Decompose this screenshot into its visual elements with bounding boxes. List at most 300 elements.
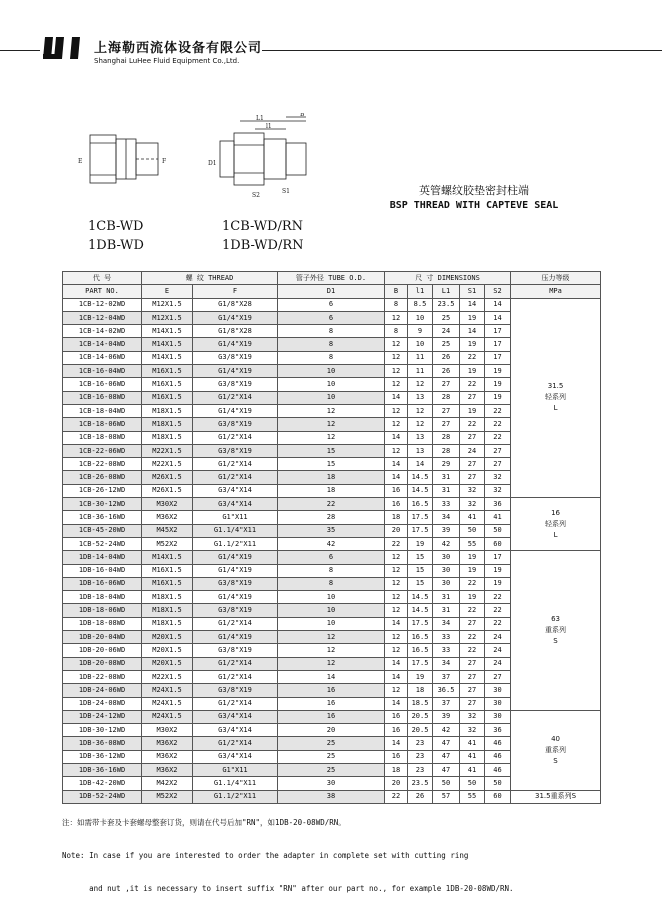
svg-text:E: E: [78, 158, 83, 165]
table-cell: M45X2: [142, 524, 193, 537]
table-cell: 19: [460, 564, 485, 577]
table-cell: 50: [485, 777, 511, 790]
note-en-line-2: and nut ,it is necessary to insert suffix "RN" after our part no., for example 1DB-20-08WD/RN.: [62, 884, 514, 893]
table-cell: 25: [278, 737, 385, 750]
table-cell: M18X1.5: [142, 591, 193, 604]
table-cell: 47: [433, 750, 460, 763]
table-cell: 32: [460, 498, 485, 511]
table-cell: G1/2"X14: [193, 697, 278, 710]
header-mpa: MPa: [511, 285, 601, 298]
table-cell: 46: [485, 737, 511, 750]
table-cell: 22: [460, 378, 485, 391]
table-cell: M36X2: [142, 737, 193, 750]
table-cell: 1CB-12-02WD: [63, 298, 142, 311]
table-cell: 19: [485, 577, 511, 590]
model-list-left: [88, 217, 144, 255]
table-cell: 1CB-45-20WD: [63, 524, 142, 537]
table-cell: G1.1/2"X11: [193, 790, 278, 803]
table-cell: 24: [433, 325, 460, 338]
table-cell: 28: [433, 431, 460, 444]
table-cell: 18: [385, 763, 408, 776]
table-cell: 16.5: [408, 498, 433, 511]
table-cell: 22: [460, 604, 485, 617]
header-pressure: 压力等级: [511, 272, 601, 285]
svg-text:S1: S1: [282, 188, 290, 195]
table-cell: 50: [433, 777, 460, 790]
table-cell: G3/4"X14: [193, 498, 278, 511]
spec-table-body: [63, 298, 601, 803]
table-cell: M52X2: [142, 537, 193, 550]
table-cell: 14: [385, 697, 408, 710]
table-cell: M18X1.5: [142, 604, 193, 617]
table-cell: 18: [408, 684, 433, 697]
table-cell: 31: [433, 604, 460, 617]
table-cell: 36: [485, 724, 511, 737]
table-row: [63, 498, 601, 511]
table-cell: 27: [460, 471, 485, 484]
header-rule-right: [262, 50, 662, 51]
table-cell: 24: [485, 631, 511, 644]
table-cell: 50: [485, 524, 511, 537]
table-cell: G3/8"X19: [193, 684, 278, 697]
svg-text:l1: l1: [266, 123, 272, 130]
table-cell: 20.5: [408, 724, 433, 737]
table-cell: 11: [408, 365, 433, 378]
spec-table: [62, 271, 601, 804]
table-cell: 22: [485, 404, 511, 417]
table-cell: G1/2"X14: [193, 617, 278, 630]
table-cell: M22X1.5: [142, 670, 193, 683]
table-cell: 16: [278, 684, 385, 697]
table-cell: 38: [278, 790, 385, 803]
svg-text:D1: D1: [208, 160, 217, 167]
table-cell: 34: [433, 657, 460, 670]
table-cell: 14: [385, 657, 408, 670]
table-cell: 10: [278, 365, 385, 378]
table-cell: 33: [433, 631, 460, 644]
table-cell: M16X1.5: [142, 365, 193, 378]
table-cell: 17: [485, 551, 511, 564]
table-cell: M12X1.5: [142, 298, 193, 311]
table-cell: M24X1.5: [142, 697, 193, 710]
table-cell: 12: [385, 351, 408, 364]
table-cell: 19: [460, 551, 485, 564]
header-s1: S1: [460, 285, 485, 298]
table-cell: 50: [460, 777, 485, 790]
svg-text:B: B: [300, 113, 305, 118]
table-cell: M18X1.5: [142, 404, 193, 417]
table-row: [63, 710, 601, 723]
company-name-cn: 上海勒西流体设备有限公司: [94, 41, 263, 56]
table-cell: G1/4"X19: [193, 365, 278, 378]
table-cell: 12: [385, 591, 408, 604]
table-cell: 14.5: [408, 591, 433, 604]
table-cell: 12: [408, 378, 433, 391]
table-cell: 1CB-22-06WD: [63, 444, 142, 457]
table-cell: 15: [408, 551, 433, 564]
table-cell: 18: [278, 484, 385, 497]
pressure-group-cell: 63 重系列 S: [511, 551, 601, 711]
table-cell: 12: [408, 418, 433, 431]
table-cell: 42: [278, 537, 385, 550]
table-cell: G3/8"X19: [193, 418, 278, 431]
table-cell: 41: [460, 763, 485, 776]
header-e: E: [142, 285, 193, 298]
table-cell: 16: [385, 710, 408, 723]
table-cell: 22: [460, 631, 485, 644]
table-cell: 10: [408, 311, 433, 324]
table-cell: 30: [433, 577, 460, 590]
table-cell: 1CB-16-06WD: [63, 378, 142, 391]
table-cell: 1CB-16-04WD: [63, 365, 142, 378]
table-cell: 18: [385, 511, 408, 524]
table-cell: 12: [385, 631, 408, 644]
table-cell: 57: [433, 790, 460, 803]
header-l1-large: L1: [433, 285, 460, 298]
pressure-group-cell: 31.5 轻系列 L: [511, 298, 601, 497]
table-cell: G1/2"X14: [193, 431, 278, 444]
table-cell: 10: [278, 604, 385, 617]
section-title-en: BSP THREAD WITH CAPTEVE SEAL: [389, 200, 559, 211]
table-cell: 9: [408, 325, 433, 338]
table-cell: 27: [485, 458, 511, 471]
table-cell: 37: [433, 670, 460, 683]
table-cell: 35: [278, 524, 385, 537]
table-cell: G1/2"X14: [193, 670, 278, 683]
table-cell: M26X1.5: [142, 484, 193, 497]
pressure-group-cell: 40 重系列 S: [511, 710, 601, 790]
table-cell: 39: [433, 710, 460, 723]
page-header: [0, 30, 662, 70]
table-cell: M16X1.5: [142, 378, 193, 391]
table-cell: G3/4"X14: [193, 750, 278, 763]
header-s2: S2: [485, 285, 511, 298]
table-cell: 60: [485, 790, 511, 803]
table-cell: 24: [460, 444, 485, 457]
table-cell: 12: [278, 631, 385, 644]
table-cell: 14.5: [408, 484, 433, 497]
table-cell: 22: [460, 577, 485, 590]
table-cell: 1CB-26-12WD: [63, 484, 142, 497]
table-cell: 20: [385, 777, 408, 790]
table-cell: 22: [485, 431, 511, 444]
table-cell: 19: [485, 378, 511, 391]
table-cell: 13: [408, 431, 433, 444]
table-cell: 29: [433, 458, 460, 471]
table-cell: G1"X11: [193, 763, 278, 776]
table-cell: 22: [460, 351, 485, 364]
table-cell: 25: [433, 311, 460, 324]
table-cell: 47: [433, 737, 460, 750]
table-cell: 23.5: [433, 298, 460, 311]
table-cell: 16: [385, 484, 408, 497]
table-cell: 1CB-52-24WD: [63, 537, 142, 550]
table-cell: M36X2: [142, 763, 193, 776]
table-cell: 14.5: [408, 604, 433, 617]
table-cell: 22: [385, 537, 408, 550]
table-cell: 14: [385, 471, 408, 484]
table-cell: 31: [433, 591, 460, 604]
table-cell: 1DB-36-08WD: [63, 737, 142, 750]
table-cell: G1/4"X19: [193, 338, 278, 351]
fitting-drawings: [70, 113, 340, 203]
table-cell: 16: [385, 498, 408, 511]
table-cell: M18X1.5: [142, 617, 193, 630]
table-cell: 19: [460, 311, 485, 324]
table-cell: 12: [278, 657, 385, 670]
table-cell: 20: [278, 724, 385, 737]
table-cell: 33: [433, 644, 460, 657]
table-cell: 1CB-26-08WD: [63, 471, 142, 484]
table-cell: 18.5: [408, 697, 433, 710]
table-cell: M18X1.5: [142, 431, 193, 444]
table-cell: G1/8"X28: [193, 298, 278, 311]
table-cell: 1CB-16-08WD: [63, 391, 142, 404]
table-cell: 12: [385, 551, 408, 564]
table-cell: 1CB-14-06WD: [63, 351, 142, 364]
table-cell: 1DB-20-06WD: [63, 644, 142, 657]
table-cell: 1CB-18-04WD: [63, 404, 142, 417]
table-cell: 19: [485, 365, 511, 378]
table-cell: 27: [433, 418, 460, 431]
table-cell: 19: [460, 338, 485, 351]
table-cell: G3/8"X19: [193, 378, 278, 391]
section-title: [384, 182, 564, 211]
table-cell: 30: [433, 551, 460, 564]
table-cell: 28: [278, 511, 385, 524]
table-cell: 1DB-24-08WD: [63, 697, 142, 710]
table-cell: G3/4"X14: [193, 710, 278, 723]
table-cell: 17.5: [408, 657, 433, 670]
model-1db-wd-rn: 1DB-WD/RN: [222, 238, 304, 253]
table-cell: G3/8"X19: [193, 577, 278, 590]
table-cell: 27: [485, 444, 511, 457]
header-f: F: [193, 285, 278, 298]
pressure-group-cell: 16 轻系列 L: [511, 498, 601, 551]
model-1cb-wd-rn: 1CB-WD/RN: [222, 219, 304, 234]
table-cell: 31: [433, 484, 460, 497]
table-cell: 22: [485, 418, 511, 431]
pressure-group-cell: 31.5重系列S: [511, 790, 601, 803]
table-cell: 30: [433, 564, 460, 577]
section-title-cn: 英管螺纹胶垫密封柱端: [419, 184, 529, 197]
table-cell: 12: [385, 338, 408, 351]
header-dimensions: 尺 寸 DIMENSIONS: [385, 272, 511, 285]
table-cell: 8: [278, 351, 385, 364]
model-1db-wd: 1DB-WD: [88, 238, 144, 253]
table-cell: 10: [278, 617, 385, 630]
table-cell: M20X1.5: [142, 657, 193, 670]
table-cell: G1.1/4"X11: [193, 777, 278, 790]
table-cell: 12: [278, 404, 385, 417]
model-list-right: [222, 217, 304, 255]
table-cell: 15: [278, 458, 385, 471]
table-cell: 1CB-18-06WD: [63, 418, 142, 431]
table-cell: M20X1.5: [142, 631, 193, 644]
table-cell: 41: [460, 511, 485, 524]
table-cell: 1CB-36-16WD: [63, 511, 142, 524]
table-cell: 22: [385, 790, 408, 803]
table-cell: 1DB-42-20WD: [63, 777, 142, 790]
table-cell: G1/2"X14: [193, 471, 278, 484]
table-cell: 24: [485, 644, 511, 657]
table-cell: 8: [385, 325, 408, 338]
table-cell: 23.5: [408, 777, 433, 790]
table-cell: 28: [433, 444, 460, 457]
table-cell: 12: [385, 311, 408, 324]
table-cell: 14: [385, 458, 408, 471]
table-cell: 26: [433, 365, 460, 378]
table-cell: 27: [460, 391, 485, 404]
table-cell: G1/2"X14: [193, 391, 278, 404]
table-cell: 22: [278, 498, 385, 511]
table-cell: 14: [485, 311, 511, 324]
header-tube: 管子外径 TUBE O.D.: [278, 272, 385, 285]
table-cell: G3/8"X19: [193, 351, 278, 364]
table-cell: 14: [485, 298, 511, 311]
note-en-line-1: Note: In case if you are interested to order the adapter in complete set with cutting ring: [62, 851, 469, 860]
company-name-en: Shanghai LuHee Fluid Equipment Co.,Ltd.: [94, 57, 240, 65]
table-cell: 1CB-12-04WD: [63, 311, 142, 324]
table-cell: 46: [485, 750, 511, 763]
table-cell: M14X1.5: [142, 351, 193, 364]
table-header-row-2: [63, 285, 601, 298]
table-cell: M12X1.5: [142, 311, 193, 324]
table-cell: M36X2: [142, 750, 193, 763]
table-cell: G1.1/2"X11: [193, 537, 278, 550]
table-cell: 12: [385, 684, 408, 697]
table-cell: 17: [485, 325, 511, 338]
table-cell: 22: [485, 617, 511, 630]
table-cell: 6: [278, 551, 385, 564]
table-cell: M24X1.5: [142, 710, 193, 723]
table-cell: M16X1.5: [142, 391, 193, 404]
table-cell: 50: [460, 524, 485, 537]
table-cell: M36X2: [142, 511, 193, 524]
table-cell: 19: [460, 591, 485, 604]
table-cell: 1DB-20-04WD: [63, 631, 142, 644]
table-cell: 39: [433, 524, 460, 537]
table-cell: 27: [460, 684, 485, 697]
header-d1: D1: [278, 285, 385, 298]
table-cell: 55: [460, 537, 485, 550]
table-cell: 1CB-30-12WD: [63, 498, 142, 511]
header-part-no: PART NO.: [63, 285, 142, 298]
table-cell: 20.5: [408, 710, 433, 723]
table-cell: 24: [485, 657, 511, 670]
table-cell: 19: [460, 404, 485, 417]
table-cell: 12: [385, 378, 408, 391]
table-cell: 36: [485, 498, 511, 511]
table-header-row-1: [63, 272, 601, 285]
table-cell: 8: [278, 338, 385, 351]
table-cell: 60: [485, 537, 511, 550]
table-cell: G3/4"X14: [193, 484, 278, 497]
table-cell: 10: [278, 391, 385, 404]
table-cell: 12: [278, 418, 385, 431]
table-cell: G1/4"X19: [193, 631, 278, 644]
table-cell: 1DB-16-04WD: [63, 564, 142, 577]
table-cell: 22: [460, 418, 485, 431]
table-cell: 22: [485, 591, 511, 604]
table-cell: M16X1.5: [142, 577, 193, 590]
table-cell: 33: [433, 498, 460, 511]
table-cell: 27: [460, 617, 485, 630]
header-b: B: [385, 285, 408, 298]
table-cell: 14: [408, 458, 433, 471]
table-cell: 30: [485, 697, 511, 710]
table-cell: M22X1.5: [142, 458, 193, 471]
header-code: 代 号: [63, 272, 142, 285]
table-cell: 12: [385, 365, 408, 378]
table-cell: G1/4"X19: [193, 404, 278, 417]
company-name: [94, 37, 262, 65]
table-cell: M52X2: [142, 790, 193, 803]
table-cell: 1DB-24-12WD: [63, 710, 142, 723]
table-cell: 31: [433, 471, 460, 484]
table-cell: M14X1.5: [142, 338, 193, 351]
table-cell: 25: [278, 763, 385, 776]
table-cell: 30: [485, 710, 511, 723]
table-cell: 26: [433, 351, 460, 364]
table-cell: 12: [408, 404, 433, 417]
table-cell: 41: [460, 737, 485, 750]
table-cell: 8: [278, 564, 385, 577]
table-cell: 1DB-14-04WD: [63, 551, 142, 564]
table-cell: 19: [485, 564, 511, 577]
table-cell: 11: [408, 351, 433, 364]
table-cell: 27: [460, 458, 485, 471]
svg-text:L1: L1: [256, 115, 264, 122]
table-cell: 34: [433, 617, 460, 630]
table-cell: 8: [278, 325, 385, 338]
table-row: [63, 298, 601, 311]
table-cell: G1/2"X14: [193, 657, 278, 670]
table-cell: G1/4"X19: [193, 564, 278, 577]
table-row: [63, 551, 601, 564]
table-cell: 10: [408, 338, 433, 351]
table-cell: 36.5: [433, 684, 460, 697]
table-cell: 27: [460, 657, 485, 670]
table-cell: 17: [485, 338, 511, 351]
table-cell: 1DB-24-06WD: [63, 684, 142, 697]
table-cell: 27: [460, 431, 485, 444]
table-cell: 14: [385, 391, 408, 404]
table-cell: 6: [278, 311, 385, 324]
table-cell: M20X1.5: [142, 644, 193, 657]
table-cell: M14X1.5: [142, 325, 193, 338]
table-cell: G3/8"X19: [193, 444, 278, 457]
table-cell: M26X1.5: [142, 471, 193, 484]
table-cell: G3/4"X14: [193, 724, 278, 737]
table-cell: 14: [385, 737, 408, 750]
table-cell: M42X2: [142, 777, 193, 790]
table-cell: G1/4"X19: [193, 591, 278, 604]
table-cell: 23: [408, 750, 433, 763]
table-cell: 1DB-18-06WD: [63, 604, 142, 617]
notes: [62, 795, 514, 905]
model-1cb-wd: 1CB-WD: [88, 219, 144, 234]
table-cell: 8: [278, 577, 385, 590]
table-cell: 14: [385, 617, 408, 630]
table-cell: 12: [385, 577, 408, 590]
note-cn: 注：如需带卡套及卡套螺母整套订货，则请在代号后加"RN"，如1DB-20-08WD/RN。: [62, 818, 346, 827]
table-cell: 12: [385, 604, 408, 617]
table-cell: 32: [460, 710, 485, 723]
table-cell: G1.1/4"X11: [193, 524, 278, 537]
table-cell: 10: [278, 591, 385, 604]
table-cell: 32: [485, 471, 511, 484]
